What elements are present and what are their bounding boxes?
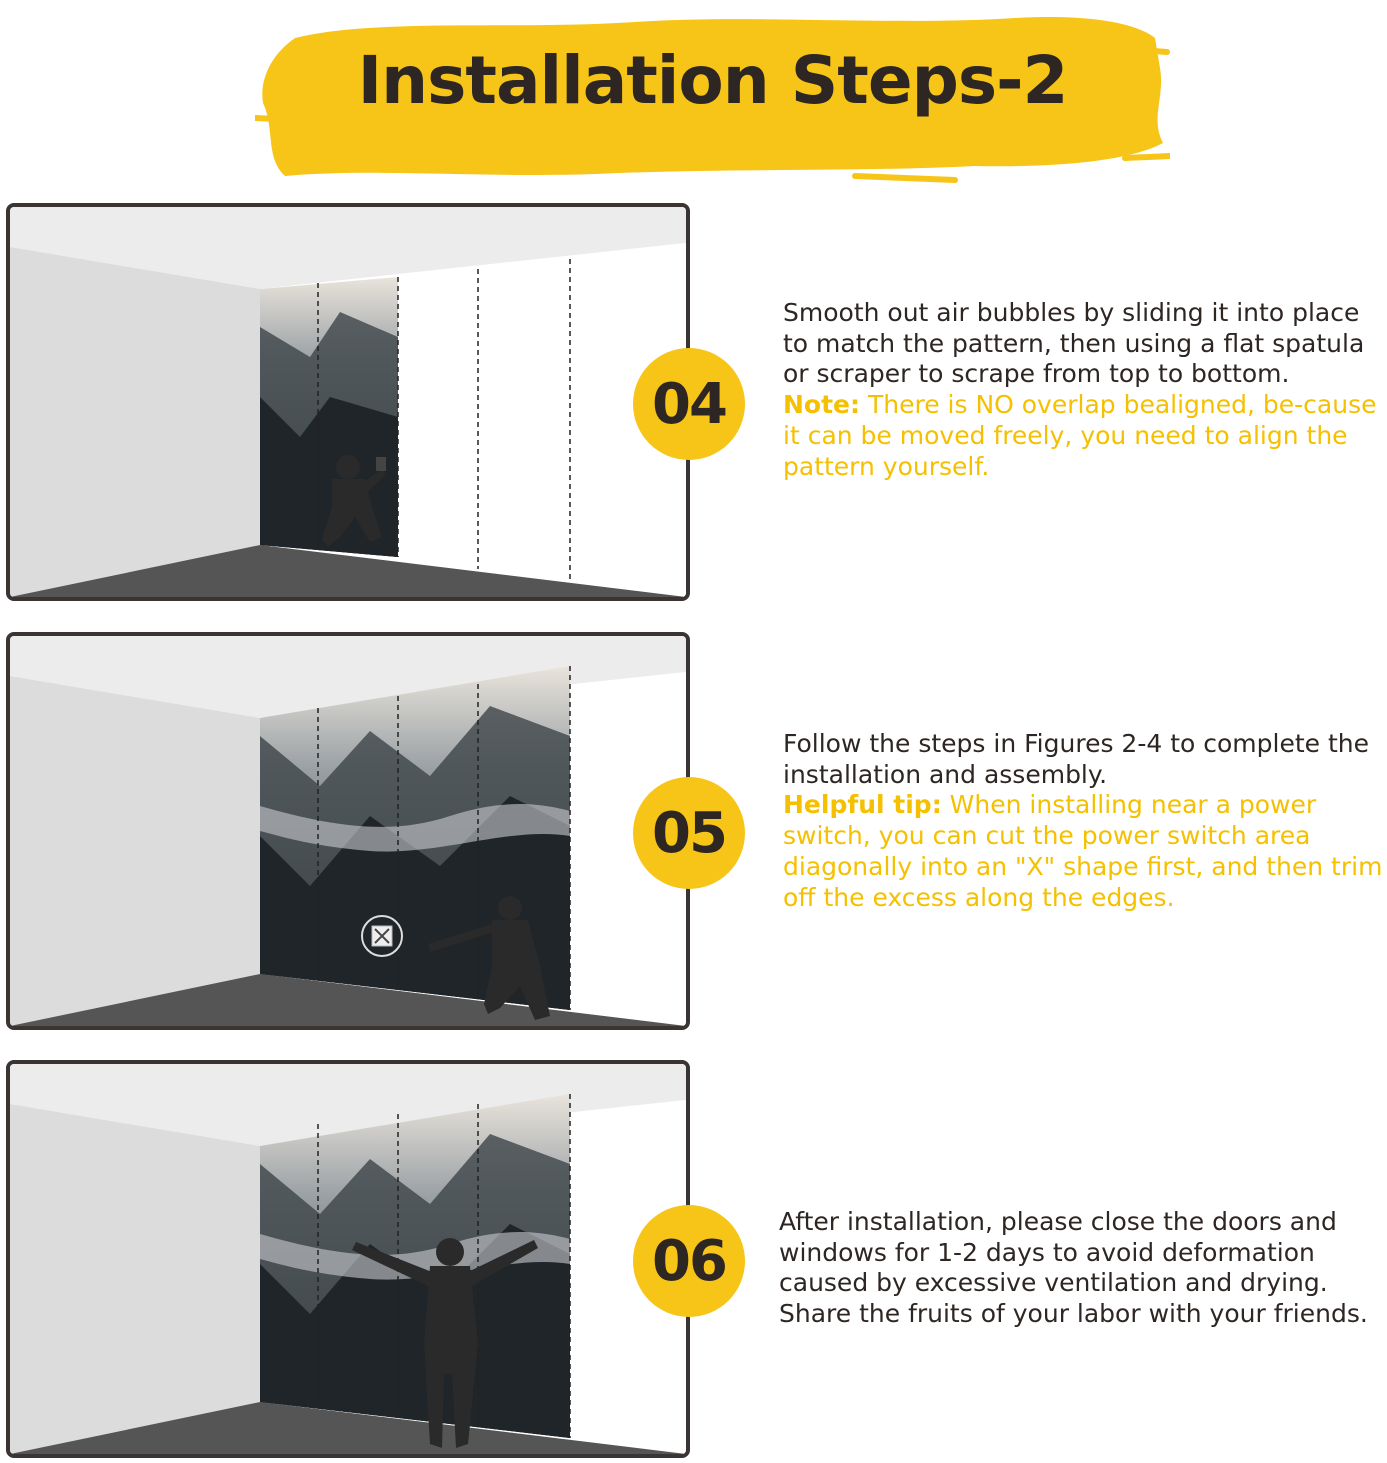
page-title: Installation Steps-2 bbox=[357, 42, 1068, 119]
note-text: There is NO overlap bealigned, be-cause it can be moved freely, you need to align the pattern yourself. bbox=[783, 390, 1377, 481]
step-04-text bbox=[783, 298, 1383, 482]
step-04 bbox=[0, 203, 1387, 603]
title-banner bbox=[255, 8, 1170, 186]
step-body: After installation, please close the doors and windows for 1-2 days to avoid deformation caused by excessive ventilation and drying. bbox=[779, 1207, 1337, 1298]
note-text: When installing near a power switch, you can cut the power switch area diagonally into an "X" shape first, and then trim off the excess along the edges. bbox=[783, 790, 1383, 912]
step-body: Follow the steps in Figures 2-4 to complete the installation and assembly. bbox=[783, 729, 1369, 789]
step-06-figure bbox=[6, 1060, 690, 1458]
step-note bbox=[783, 390, 1383, 482]
step-number-badge: 04 bbox=[633, 348, 745, 460]
step-05-text bbox=[783, 729, 1383, 913]
step-body-2: Share the fruits of your labor with your friends. bbox=[779, 1299, 1368, 1329]
note-label: Note: bbox=[783, 390, 861, 420]
step-06-text bbox=[779, 1207, 1379, 1330]
step-body: Smooth out air bubbles by sliding it into place to match the pattern, then using a flat spatula or scraper to scrape from top to bottom. bbox=[783, 298, 1365, 389]
step-number-badge: 06 bbox=[633, 1205, 745, 1317]
step-number-badge: 05 bbox=[633, 777, 745, 889]
step-06 bbox=[0, 1060, 1387, 1460]
step-04-figure bbox=[6, 203, 690, 601]
step-05-figure bbox=[6, 632, 690, 1030]
step-05 bbox=[0, 632, 1387, 1032]
step-note bbox=[783, 790, 1383, 913]
note-label: Helpful tip: bbox=[783, 790, 942, 820]
